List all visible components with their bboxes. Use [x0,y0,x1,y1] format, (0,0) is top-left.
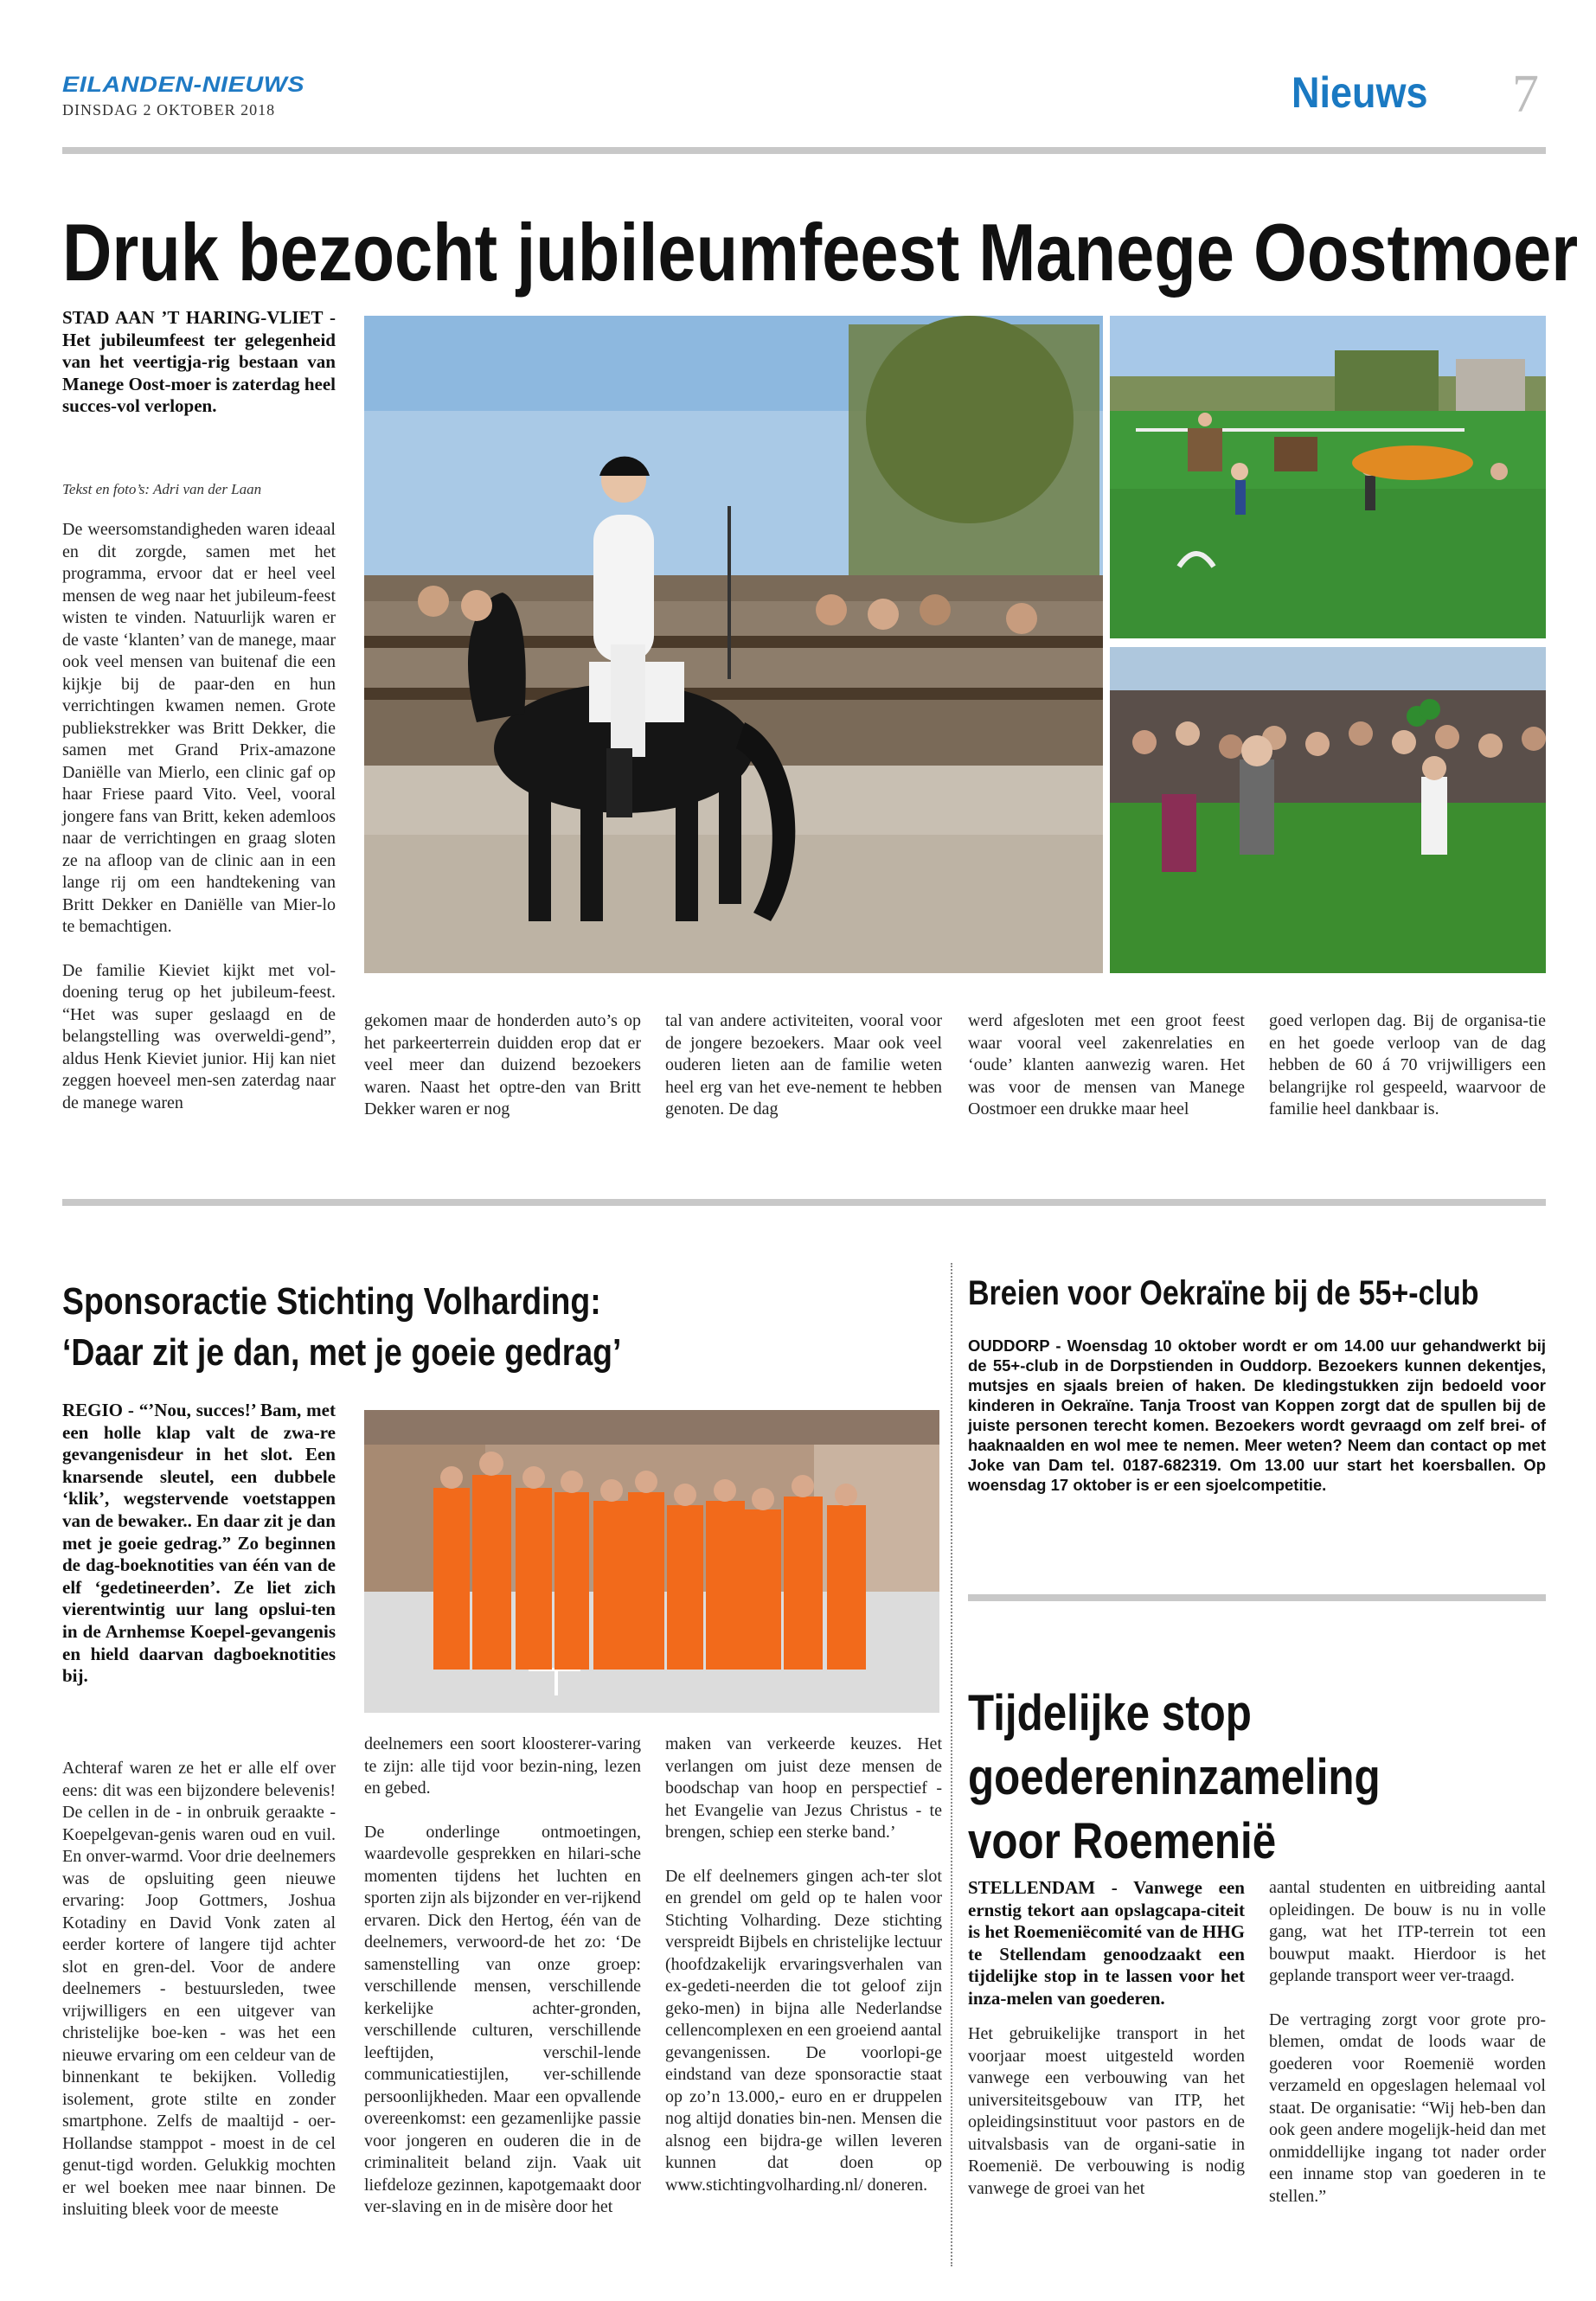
main-headline: Druk bezocht jubileumfeest Manege Oostmoer [62,207,1579,298]
article1-column-3: tal van andere activiteiten, vooral voor de jongere bezoekers. Maar ook veel ouderen lieten aan de familie weten heel erg van het eve-nement te hebben genoten. De dag [665,1011,942,1118]
article2-column-2 [364,1734,641,2219]
article2-col2-paragraph-2: De onderlinge ontmoetingen, waardevolle gesprekken en hilari-sche momenten tijdens het luchten en sporten zijn als bijzonder en ver-rijkend ervaren. Dick den Hertog, één van de deelnemers, verwoord-de het zo: ‘De samenstelling van onze groep: verschillende mensen, verschillende kerkelijke achter-gronden, verschillende culturen, verschillende leeftijden, verschil-lende communicatiestijlen, ver-schillende persoonlijkheden. Maar een opvallende overeenkomst: een gezamenlijke passie voor jongeren en ouderen die in de criminaliteit beland zijn. Vaak uit liefdeloze gezinnen, kapotgemaakt door ver-slaving en in de misère door het [364,1822,641,2216]
horse-rider-photo [364,316,1103,973]
article4-col2-paragraph-2: De vertraging zorgt voor grote pro-blemen, omdat de loods waar de goederen voor Roemenië worden verzameld en opgeslagen helemaal vol staat. De organisatie: “Wij heb-ben dan ook geen andere mogelijk-heid dan met onmiddellijke ingang tot nader order een inname stop van goederen in te stellen.” [1269,2009,1546,2206]
group-orange-overalls-photo [364,1410,939,1713]
article4-column-1: Het gebruikelijke transport in het voorjaar moest uitgesteld worden vanwege een verbouwing van het universiteitsgebouw van ITP, het opleidingsinstituut voor pastors en de uitvalsbasis van de organi-satie in Roemenië. De verbouwing is nodig vanwege de groei van het [968,2024,1245,2198]
article2-headline-line1: Sponsoractie Stichting Volharding: [62,1280,601,1323]
article1-column-1 [62,519,336,1114]
article1-byline: Tekst en foto’s: Adri van der Laan [62,481,262,497]
article3-text: OUDDORP - Woensdag 10 oktober wordt er om 14.00 uur gehandwerkt bij de 55+-club in de Dorpstienden in Ouddorp. Bezoekers kunnen dekentjes, mutsjes en sjaals breien of haken. De kledingstukken zijn bedoeld voor kinderen in Oekraïne. Tanja Troost van Koppen zorgt dat de spullen bij de juiste personen terecht komen. Bezoekers wordt gevraagd om zelf brei- of haaknaalden en wol mee te nemen. Meer weten? Neem dan contact op met Joke van Dam tel. 0187-682319. Om 13.00 uur start het koersballen. Op woensdag 17 oktober is er een sjoelcompetitie. [968,1336,1546,1494]
mid-rule [62,1199,1546,1206]
page-number: 7 [1512,65,1539,124]
top-rule [62,147,1546,154]
article2-col2-paragraph-1: deelnemers een soort kloosterer-varing te zijn: alle tijd voor bezin-ning, lezen en gebed. [364,1734,641,1798]
masthead-logo: EILANDEN-NIEUWS [62,73,305,97]
article1-column-4: werd afgesloten met een groot feest waar vooral veel zakenrelaties en ‘oude’ klanten aanwezig waren. Het was voor de mensen van Manege Oostmoer een drukke maar heel [968,1011,1245,1118]
crowd-photo [1110,647,1546,973]
article2-col3-paragraph-2: De elf deelnemers gingen ach-ter slot en grendel om geld op te halen voor Stichting Volharding. Deze stichting verspreidt Bijbels en christelijke lectuur (hoofdzakelijk ervaringsverhalen van ex-gedeti-neerden die tot geloof zijn geko-men) in bijna alle Nederlandse cellencomplexen en een groeiend aantal gevangenissen. De voorlopi-ge eindstand van deze sponsoractie staat op zo’n 13.000,- euro en er druppelen nog altijd donaties bin-nen. Mensen die alsnog een bijdra-ge willen leveren kunnen dat doen op www.stichtingvolharding.nl/ doneren. [665,1866,942,2195]
article1-paragraph-2: De familie Kieviet kijkt met vol-doening terug op het jubileum-feest. “Het was super geslaagd en de belangstelling was overweldi-gend”, aldus Henk Kieviet junior. Hij kan niet zeggen hoeveel men-sen zaterdag naar de manege waren [62,960,336,1112]
article4-col2-paragraph-1: aantal studenten en uitbreiding aantal opleidingen. De bouw is nu in volle gang, wat het ITP-terrein tot een bouwput maakt. Hierdoor is het geplande transport weer ver-traagd. [1269,1878,1546,1985]
article2-column-3 [665,1734,942,2196]
column-separator [951,1263,952,2266]
right-rule [968,1594,1546,1601]
article2-col3-paragraph-1: maken van verkeerde keuzes. Het verlangen om juist deze mensen de boodschap van hoop en perspectief - het Evangelie van Jezus Christus - te brengen, schiep een sterke band.’ [665,1734,942,1842]
article1-column-2: gekomen maar de honderden auto’s op het parkeerterrein duidden erop dat er veel meer dan duizend bezoekers waren. Naast het optre-den van Britt Dekker waren er nog [364,1011,641,1118]
issue-date: DINSDAG 2 OKTOBER 2018 [62,101,276,119]
article1-paragraph-1: De weersomstandigheden waren ideaal en dit zorgde, samen met het programma, ervoor dat er heel veel mensen de weg naar het jubileum-feest wisten te vinden. Natuurlijk waren er de vaste ‘klanten’ van de manege, maar ook veel mensen van buitenaf die een kijkje bij de paar-den en hun verrichtingen kwamen nemen. Grote publiekstrekker was Britt Dekker, die samen met Grand Prix-amazone Daniëlle van Mierlo, een clinic gaf op haar Friese paard Vito. Veel, vooral jongere fans van Britt, keken ademloos naar de verrichtingen en graag sloten ze na afloop van de clinic aan in een lange rij om een handtekening van Britt Dekker en Daniëlle van Mier-lo te bemachtigen. [62,520,336,936]
article1-column-5: goed verlopen dag. Bij de organisa-tie en het goede verloop van de dag hebben de 60 á 70 vrijwilligers een belangrijke rol gespeeld, waarvoor de familie heel dankbaar is. [1269,1011,1546,1118]
article2-lead: REGIO - “’Nou, succes!’ Bam, met een holle klap valt de zwa-re gevangenisdeur in het slot. Een knarsende sleutel, een dubbele ‘klik’, wegstervende voetstappen van de bewaker.. En daar zit je dan met je goeie gedrag.” Zo beginnen de dag-boeknotities van één van de elf ‘gedetineerden’. Ze liet zich vierentwintig uur lang opslui-ten in de Arnhemse Koepel-gevangenis en hield daarvan dagboeknotities bij. [62,1400,336,1687]
article4-headline-line1: Tijdelijke stop [968,1685,1252,1741]
pony-field-photo [1110,316,1546,638]
article2-column-1: Achteraf waren ze het er alle elf over eens: dit was een bijzondere belevenis! De cellen in de - in onbruik geraakte - Koepelgevan-genis waren oud en vuil. En onver-warmd. Voor drie deelnemers was de opsluiting geen nieuwe ervaring: Joop Gottmers, Joshua Kotadiny en David Vonk zaten al eerder kortere of langere tijd achter slot en gren-del. Voor de andere deelnemers - bestuursleden, twee vrijwilligers en een uitgever van christelijke boe-ken - was het een nieuwe ervaring om een celdeur van de binnenkant te bekijken. Volledig isolement, grote stilte en zonder smartphone. Zelfs de maaltijd - oer-Hollandse stamppot - moest in de cel genut-tigd worden. Gelukkig mochten er wel boeken mee naar binnen. De insluiting bleek voor de meeste [62,1759,336,2219]
article4-lead: STELLENDAM - Vanwege een ernstig tekort aan opslagcapa-citeit is het Roemeniëcomité van de HHG te Stellendam genoodzaakt een tijdelijke stop in te lassen voor het inza-melen van goederen. [968,1877,1245,2009]
article4-headline-line2: goedereninzameling [968,1749,1381,1805]
article1-lead: STAD AAN ’T HARING-VLIET - Het jubileumfeest ter gelegenheid van het veertigja-rig bestaan van Manege Oost-moer is zaterdag heel succes-vol verlopen. [62,307,336,416]
article4-column-2 [1269,1877,1546,2208]
article4-headline-line3: voor Roemenië [968,1813,1277,1869]
section-title: Nieuws [1292,68,1428,117]
article2-headline-line2: ‘Daar zit je dan, met je goeie gedrag’ [62,1331,622,1374]
article3-headline: Breien voor Oekraïne bij de 55+-club [968,1274,1479,1312]
